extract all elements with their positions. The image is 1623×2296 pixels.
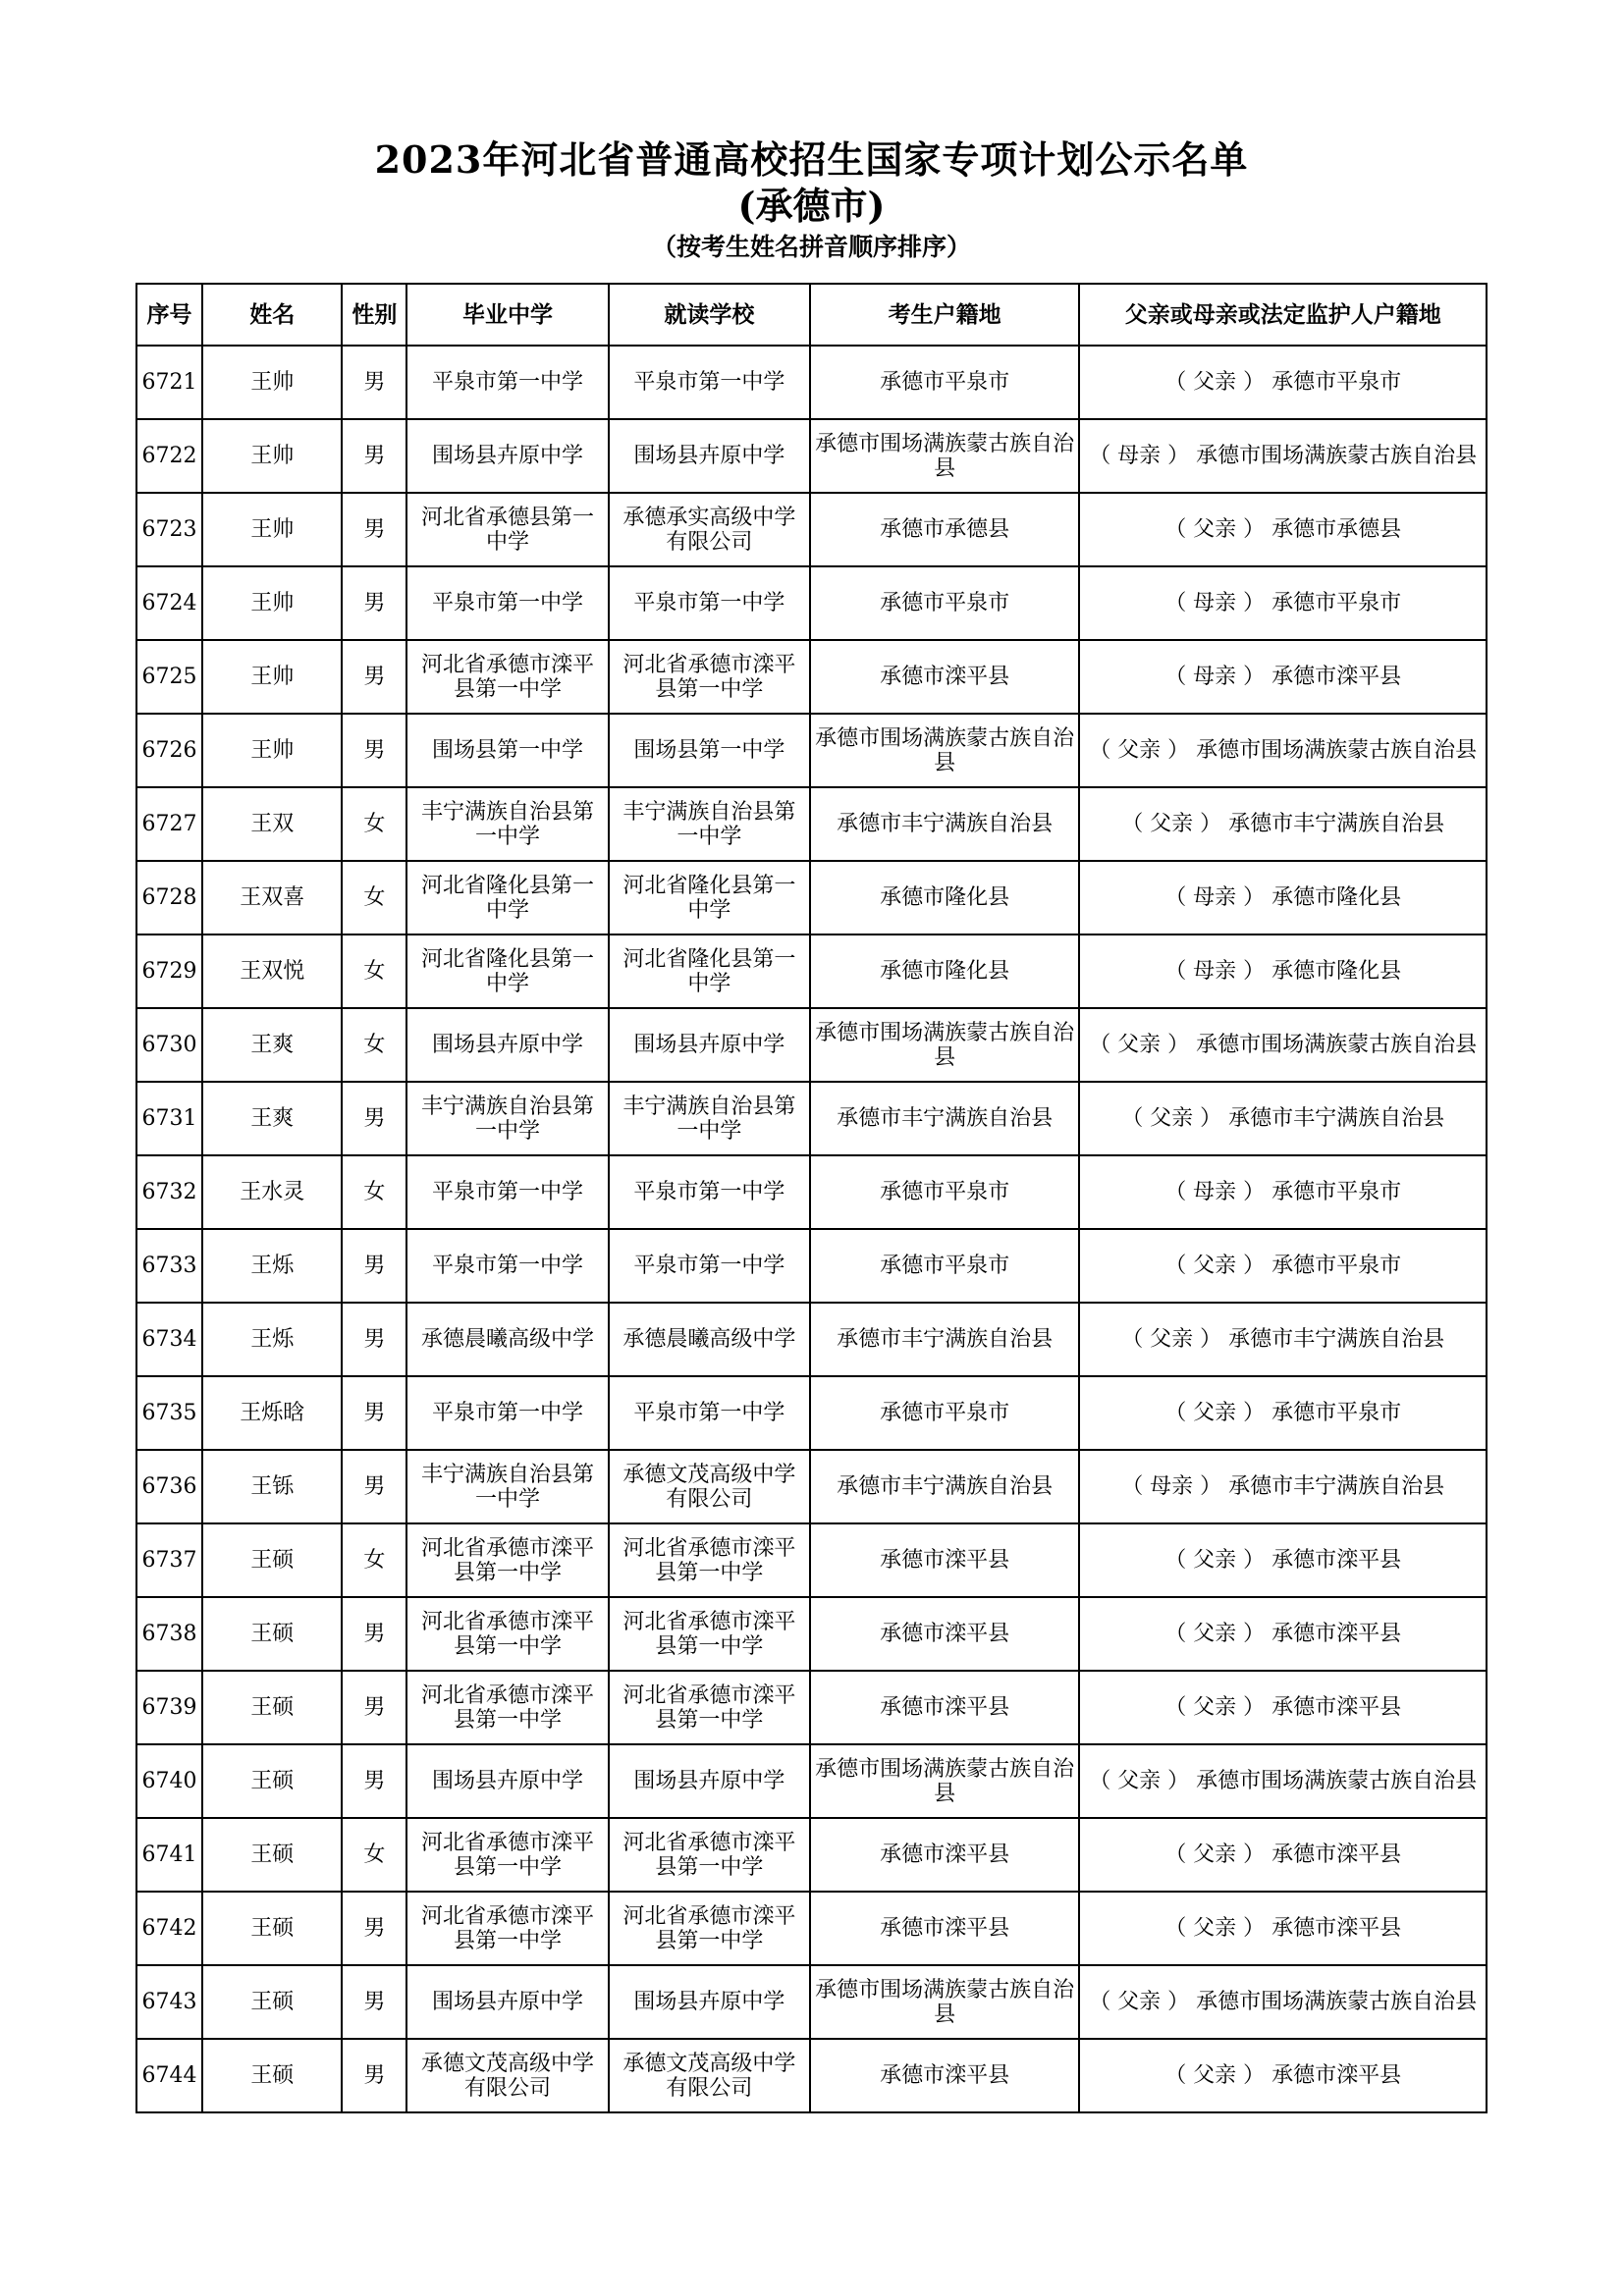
cell-serial-number: 6728	[136, 861, 202, 934]
header-student-household: 考生户籍地	[810, 284, 1079, 346]
cell-guardian-household: （ 母亲 ） 承德市平泉市	[1079, 566, 1487, 640]
cell-student-household: 承德市丰宁满族自治县	[810, 787, 1079, 861]
table-row	[136, 1303, 1487, 1376]
cell-name: 王硕	[202, 1523, 342, 1597]
cell-graduation-school: 河北省承德市滦平县第一中学	[406, 1818, 608, 1892]
cell-gender: 女	[342, 934, 406, 1008]
cell-graduation-school: 丰宁满族自治县第一中学	[406, 1082, 608, 1155]
cell-guardian-household: （ 父亲 ） 承德市丰宁满族自治县	[1079, 1082, 1487, 1155]
cell-guardian-household: （ 父亲 ） 承德市围场满族蒙古族自治县	[1079, 714, 1487, 787]
cell-student-household: 承德市围场满族蒙古族自治县	[810, 419, 1079, 493]
cell-current-school: 河北省承德市滦平县第一中学	[609, 1892, 810, 1965]
table-row	[136, 1818, 1487, 1892]
cell-student-household: 承德市隆化县	[810, 934, 1079, 1008]
cell-gender: 男	[342, 1671, 406, 1744]
cell-name: 王硕	[202, 1744, 342, 1818]
table-row	[136, 1597, 1487, 1671]
table-row	[136, 1082, 1487, 1155]
cell-student-household: 承德市隆化县	[810, 861, 1079, 934]
cell-current-school: 河北省承德市滦平县第一中学	[609, 640, 810, 714]
cell-guardian-household: （ 父亲 ） 承德市围场满族蒙古族自治县	[1079, 1744, 1487, 1818]
cell-gender: 男	[342, 1303, 406, 1376]
cell-current-school: 平泉市第一中学	[609, 1155, 810, 1229]
cell-student-household: 承德市承德县	[810, 493, 1079, 566]
cell-gender: 男	[342, 493, 406, 566]
table-row	[136, 787, 1487, 861]
cell-serial-number: 6744	[136, 2039, 202, 2112]
cell-name: 王烁	[202, 1303, 342, 1376]
cell-graduation-school: 河北省承德市滦平县第一中学	[406, 1523, 608, 1597]
header-current-school: 就读学校	[609, 284, 810, 346]
cell-graduation-school: 围场县卉原中学	[406, 1008, 608, 1082]
cell-gender: 女	[342, 1155, 406, 1229]
cell-guardian-household: （ 母亲 ） 承德市隆化县	[1079, 861, 1487, 934]
cell-graduation-school: 丰宁满族自治县第一中学	[406, 787, 608, 861]
cell-student-household: 承德市平泉市	[810, 566, 1079, 640]
cell-gender: 男	[342, 1082, 406, 1155]
cell-name: 王硕	[202, 1671, 342, 1744]
cell-graduation-school: 承德文茂高级中学有限公司	[406, 2039, 608, 2112]
document-title: 2023年河北省普通高校招生国家专项计划公示名单	[374, 137, 1249, 182]
cell-gender: 女	[342, 1818, 406, 1892]
header-graduation-school: 毕业中学	[406, 284, 608, 346]
cell-gender: 男	[342, 2039, 406, 2112]
header-gender: 性别	[342, 284, 406, 346]
cell-current-school: 河北省隆化县第一中学	[609, 861, 810, 934]
cell-graduation-school: 围场县卉原中学	[406, 419, 608, 493]
cell-gender: 男	[342, 1229, 406, 1303]
cell-current-school: 平泉市第一中学	[609, 346, 810, 419]
cell-name: 王爽	[202, 1082, 342, 1155]
cell-graduation-school: 围场县卉原中学	[406, 1744, 608, 1818]
cell-name: 王烁晗	[202, 1376, 342, 1450]
cell-name: 王硕	[202, 2039, 342, 2112]
cell-gender: 男	[342, 1376, 406, 1450]
table-row	[136, 1229, 1487, 1303]
table-row	[136, 640, 1487, 714]
cell-guardian-household: （ 父亲 ） 承德市滦平县	[1079, 1671, 1487, 1744]
cell-graduation-school: 河北省隆化县第一中学	[406, 934, 608, 1008]
cell-graduation-school: 围场县卉原中学	[406, 1965, 608, 2039]
cell-student-household: 承德市滦平县	[810, 1671, 1079, 1744]
cell-serial-number: 6723	[136, 493, 202, 566]
cell-serial-number: 6741	[136, 1818, 202, 1892]
cell-graduation-school: 平泉市第一中学	[406, 346, 608, 419]
cell-gender: 男	[342, 566, 406, 640]
cell-graduation-school: 河北省隆化县第一中学	[406, 861, 608, 934]
cell-student-household: 承德市滦平县	[810, 640, 1079, 714]
sort-note: （按考生姓名拼音顺序排序）	[651, 233, 971, 261]
cell-name: 王水灵	[202, 1155, 342, 1229]
cell-guardian-household: （ 父亲 ） 承德市滦平县	[1079, 1523, 1487, 1597]
table-row	[136, 1450, 1487, 1523]
cell-current-school: 河北省承德市滦平县第一中学	[609, 1818, 810, 1892]
cell-current-school: 河北省承德市滦平县第一中学	[609, 1671, 810, 1744]
document-subtitle: (承德市)	[737, 184, 886, 228]
cell-gender: 男	[342, 419, 406, 493]
cell-current-school: 丰宁满族自治县第一中学	[609, 787, 810, 861]
cell-current-school: 平泉市第一中学	[609, 566, 810, 640]
cell-guardian-household: （ 父亲 ） 承德市围场满族蒙古族自治县	[1079, 1965, 1487, 2039]
table-row	[136, 1892, 1487, 1965]
cell-name: 王帅	[202, 493, 342, 566]
cell-current-school: 承德承实高级中学有限公司	[609, 493, 810, 566]
cell-name: 王烁	[202, 1229, 342, 1303]
table-row	[136, 2039, 1487, 2112]
table-body	[136, 346, 1487, 2112]
cell-guardian-household: （ 母亲 ） 承德市围场满族蒙古族自治县	[1079, 419, 1487, 493]
table-row	[136, 1155, 1487, 1229]
cell-current-school: 承德晨曦高级中学	[609, 1303, 810, 1376]
cell-student-household: 承德市丰宁满族自治县	[810, 1303, 1079, 1376]
table-header	[136, 284, 1487, 346]
table-row	[136, 566, 1487, 640]
cell-name: 王双悦	[202, 934, 342, 1008]
cell-serial-number: 6734	[136, 1303, 202, 1376]
cell-gender: 男	[342, 1892, 406, 1965]
cell-name: 王帅	[202, 419, 342, 493]
cell-current-school: 平泉市第一中学	[609, 1229, 810, 1303]
cell-current-school: 河北省隆化县第一中学	[609, 934, 810, 1008]
cell-graduation-school: 平泉市第一中学	[406, 1229, 608, 1303]
cell-serial-number: 6732	[136, 1155, 202, 1229]
cell-student-household: 承德市平泉市	[810, 1229, 1079, 1303]
header-serial-number: 序号	[136, 284, 202, 346]
cell-name: 王帅	[202, 566, 342, 640]
cell-guardian-household: （ 母亲 ） 承德市丰宁满族自治县	[1079, 1450, 1487, 1523]
cell-student-household: 承德市滦平县	[810, 1523, 1079, 1597]
cell-gender: 女	[342, 1008, 406, 1082]
cell-guardian-household: （ 母亲 ） 承德市平泉市	[1079, 1155, 1487, 1229]
cell-guardian-household: （ 父亲 ） 承德市滦平县	[1079, 1597, 1487, 1671]
cell-name: 王硕	[202, 1965, 342, 2039]
cell-current-school: 承德文茂高级中学有限公司	[609, 2039, 810, 2112]
cell-name: 王双	[202, 787, 342, 861]
cell-name: 王铄	[202, 1450, 342, 1523]
header-guardian-household: 父亲或母亲或法定监护人户籍地	[1079, 284, 1487, 346]
cell-name: 王硕	[202, 1892, 342, 1965]
cell-gender: 男	[342, 640, 406, 714]
cell-serial-number: 6736	[136, 1450, 202, 1523]
cell-guardian-household: （ 母亲 ） 承德市滦平县	[1079, 640, 1487, 714]
document-header	[0, 135, 1623, 267]
cell-guardian-household: （ 父亲 ） 承德市滦平县	[1079, 2039, 1487, 2112]
cell-graduation-school: 平泉市第一中学	[406, 1155, 608, 1229]
cell-guardian-household: （ 父亲 ） 承德市滦平县	[1079, 1818, 1487, 1892]
cell-serial-number: 6727	[136, 787, 202, 861]
cell-student-household: 承德市丰宁满族自治县	[810, 1450, 1079, 1523]
cell-guardian-household: （ 父亲 ） 承德市丰宁满族自治县	[1079, 1303, 1487, 1376]
cell-guardian-household: （ 父亲 ） 承德市滦平县	[1079, 1892, 1487, 1965]
cell-gender: 女	[342, 787, 406, 861]
cell-gender: 男	[342, 346, 406, 419]
cell-name: 王帅	[202, 346, 342, 419]
cell-student-household: 承德市围场满族蒙古族自治县	[810, 1744, 1079, 1818]
cell-student-household: 承德市滦平县	[810, 1597, 1079, 1671]
roster-table	[135, 283, 1488, 2113]
cell-serial-number: 6735	[136, 1376, 202, 1450]
cell-graduation-school: 河北省承德市滦平县第一中学	[406, 1892, 608, 1965]
cell-current-school: 围场县卉原中学	[609, 1965, 810, 2039]
cell-serial-number: 6733	[136, 1229, 202, 1303]
cell-current-school: 承德文茂高级中学有限公司	[609, 1450, 810, 1523]
table-row	[136, 1523, 1487, 1597]
table-row	[136, 1744, 1487, 1818]
cell-serial-number: 6721	[136, 346, 202, 419]
table-row	[136, 1376, 1487, 1450]
cell-student-household: 承德市平泉市	[810, 1376, 1079, 1450]
cell-student-household: 承德市围场满族蒙古族自治县	[810, 1008, 1079, 1082]
cell-name: 王爽	[202, 1008, 342, 1082]
cell-serial-number: 6730	[136, 1008, 202, 1082]
cell-student-household: 承德市平泉市	[810, 346, 1079, 419]
table-row	[136, 493, 1487, 566]
cell-student-household: 承德市滦平县	[810, 1892, 1079, 1965]
cell-student-household: 承德市滦平县	[810, 2039, 1079, 2112]
cell-serial-number: 6726	[136, 714, 202, 787]
cell-current-school: 围场县卉原中学	[609, 1744, 810, 1818]
cell-current-school: 平泉市第一中学	[609, 1376, 810, 1450]
cell-guardian-household: （ 父亲 ） 承德市平泉市	[1079, 1229, 1487, 1303]
cell-graduation-school: 平泉市第一中学	[406, 1376, 608, 1450]
cell-serial-number: 6738	[136, 1597, 202, 1671]
cell-name: 王帅	[202, 640, 342, 714]
cell-gender: 女	[342, 861, 406, 934]
header-row	[136, 284, 1487, 346]
header-name: 姓名	[202, 284, 342, 346]
cell-guardian-household: （ 父亲 ） 承德市承德县	[1079, 493, 1487, 566]
cell-guardian-household: （ 母亲 ） 承德市隆化县	[1079, 934, 1487, 1008]
cell-serial-number: 6742	[136, 1892, 202, 1965]
cell-gender: 女	[342, 1523, 406, 1597]
cell-current-school: 围场县卉原中学	[609, 1008, 810, 1082]
cell-serial-number: 6737	[136, 1523, 202, 1597]
cell-current-school: 丰宁满族自治县第一中学	[609, 1082, 810, 1155]
table-row	[136, 346, 1487, 419]
cell-serial-number: 6740	[136, 1744, 202, 1818]
cell-graduation-school: 河北省承德县第一中学	[406, 493, 608, 566]
cell-current-school: 河北省承德市滦平县第一中学	[609, 1597, 810, 1671]
cell-serial-number: 6722	[136, 419, 202, 493]
cell-graduation-school: 平泉市第一中学	[406, 566, 608, 640]
cell-serial-number: 6725	[136, 640, 202, 714]
cell-student-household: 承德市平泉市	[810, 1155, 1079, 1229]
cell-graduation-school: 河北省承德市滦平县第一中学	[406, 640, 608, 714]
cell-serial-number: 6729	[136, 934, 202, 1008]
cell-serial-number: 6739	[136, 1671, 202, 1744]
cell-gender: 男	[342, 1965, 406, 2039]
table-row	[136, 861, 1487, 934]
cell-student-household: 承德市滦平县	[810, 1818, 1079, 1892]
cell-graduation-school: 河北省承德市滦平县第一中学	[406, 1671, 608, 1744]
cell-current-school: 围场县第一中学	[609, 714, 810, 787]
cell-name: 王硕	[202, 1597, 342, 1671]
cell-graduation-school: 围场县第一中学	[406, 714, 608, 787]
cell-gender: 男	[342, 714, 406, 787]
cell-guardian-household: （ 父亲 ） 承德市平泉市	[1079, 1376, 1487, 1450]
cell-gender: 男	[342, 1450, 406, 1523]
table-row	[136, 1671, 1487, 1744]
cell-name: 王双喜	[202, 861, 342, 934]
cell-graduation-school: 丰宁满族自治县第一中学	[406, 1450, 608, 1523]
cell-guardian-household: （ 父亲 ） 承德市围场满族蒙古族自治县	[1079, 1008, 1487, 1082]
cell-student-household: 承德市围场满族蒙古族自治县	[810, 1965, 1079, 2039]
cell-serial-number: 6724	[136, 566, 202, 640]
cell-name: 王硕	[202, 1818, 342, 1892]
cell-name: 王帅	[202, 714, 342, 787]
cell-guardian-household: （ 父亲 ） 承德市平泉市	[1079, 346, 1487, 419]
cell-guardian-household: （ 父亲 ） 承德市丰宁满族自治县	[1079, 787, 1487, 861]
cell-graduation-school: 承德晨曦高级中学	[406, 1303, 608, 1376]
table-row	[136, 1008, 1487, 1082]
cell-student-household: 承德市丰宁满族自治县	[810, 1082, 1079, 1155]
cell-graduation-school: 河北省承德市滦平县第一中学	[406, 1597, 608, 1671]
table-row	[136, 934, 1487, 1008]
cell-gender: 男	[342, 1597, 406, 1671]
cell-serial-number: 6743	[136, 1965, 202, 2039]
cell-current-school: 围场县卉原中学	[609, 419, 810, 493]
table-row	[136, 714, 1487, 787]
cell-student-household: 承德市围场满族蒙古族自治县	[810, 714, 1079, 787]
cell-serial-number: 6731	[136, 1082, 202, 1155]
cell-current-school: 河北省承德市滦平县第一中学	[609, 1523, 810, 1597]
cell-gender: 男	[342, 1744, 406, 1818]
table-row	[136, 1965, 1487, 2039]
table-row	[136, 419, 1487, 493]
